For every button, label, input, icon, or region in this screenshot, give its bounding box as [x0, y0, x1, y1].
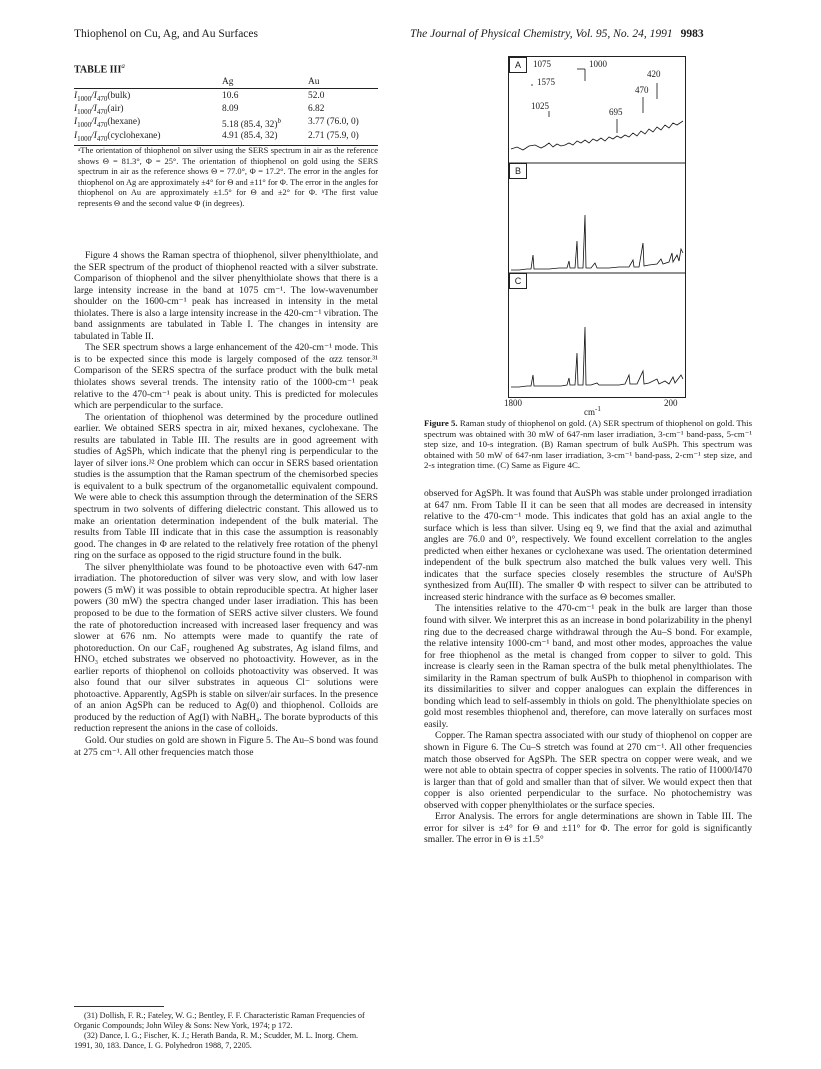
cell-ag — [222, 103, 308, 116]
label-sub: 470 — [96, 121, 108, 129]
label-part: /I — [91, 131, 97, 142]
panel-label-b: B — [509, 163, 527, 179]
label-condition: (hexane) — [107, 117, 141, 128]
x-axis-unit — [584, 405, 601, 417]
cell-ag — [222, 131, 308, 146]
table-title-text: TABLE III — [74, 64, 122, 76]
paragraph: The intensities relative to the 470-cm⁻¹ peak in the bulk are larger than those found with silver. We interpret this as an increase in bond polarizability in the phenyl ring due to the decreased charge withdrawal through the Au–S bond. For example, the relative intensity 1000-cm⁻¹ band, and most other modes, approaches the value for free thiophenol as the metal is changed from copper to silver to gold. This increase is clearly seen in the Raman spectra of the bulk metal phenylthiolates. The similarity in the Raman spectrum of bulk AuSPh to thiophenol in comparison with its dissimilarities to silver and copper analogues can explain the differences in bonding which lead to self-assembly in thiols on gold. The phenylthiolate species on gold most resembles thiophenol and, therefore, can move laterally on surfaces most easily. — [424, 603, 752, 730]
x-axis-right-tick: 200 — [664, 398, 678, 408]
cell-au: 6.82 — [308, 104, 325, 115]
peak-label-1075: 1075 — [533, 59, 551, 69]
spectrum-b-trace — [511, 215, 683, 270]
paragraph: The silver phenylthiolate was found to be photoactive even with 647-nm irradiation. The photoreduction of silver was very slow, and with low laser powers (5 mW) it was possible to obtain reproducible spectra. At higher laser powers (30 mW) the spectra changed under laser irradiation. This has been proposed to be due to the formation of SERS active silver clusters. We found the rate of photoreduction increased with increased laser frequency and was slower at 676 nm. No attempts were made to quantify the rate of photoreduction. On our CaF₂ roughened Ag substrates, Ag island films, and HNO₃ etched substrates we observed no photoactivity. However, as in the earlier reports of thiophenol on colloids photoactivity was observed. It was also found that our silver substrates in aqueous Cl⁻ solutions were photoactive. Apparently, AgSPh is stable on silver/air surfaces. In the presence of an anion AgSPh can be reduced to Ag(0) and thiophenol. Colloids are produced by the reduction of Ag(I) with NaBH₄. The borate byproducts of this reduction represent the anions in the case of colloids. — [74, 561, 378, 735]
peak-label-1575: 1575 — [537, 77, 555, 87]
table-header-ag: Ag — [222, 76, 308, 89]
cell-ag-value: 4.91 (85.4, 32) — [222, 131, 278, 142]
row-label — [74, 103, 222, 116]
table-title-footnote-mark: a — [121, 62, 125, 70]
paragraph: The SER spectrum shows a large enhancement of the 420-cm⁻¹ mode. This is to be expected since this mode is largely composed of the αzz tensor.³¹ Comparison of the SERS spectra of the surface product with the bulk metal thiolates shows several trends. The intensity ratio of the 1000-cm⁻¹ peak relative to the 470-cm⁻¹ peak is about unity. This is predicted for molecules which are perpendicular to the surface. — [74, 342, 378, 412]
running-header-journal — [410, 28, 704, 40]
footnote-32: (32) Dance, I. G.; Fischer, K. J.; Herath Banda, R. M.; Scudder, M. L. Inorg. Chem. 1991, 30, 183. Dance, I. G. Polyhedron 1988, 7, 2205. — [74, 1031, 359, 1050]
figure-caption-label: Figure 5. — [424, 418, 458, 428]
label-part: I — [74, 117, 78, 128]
peak-label-420: 420 — [647, 69, 661, 79]
spectrum-a-trace — [511, 121, 683, 150]
cell-ag-value: 8.09 — [222, 104, 239, 115]
spectrum-c-trace — [511, 327, 683, 387]
running-header-left: Thiophenol on Cu, Ag, and Au Surfaces — [74, 28, 258, 40]
table-row — [74, 131, 378, 146]
label-sub: 470 — [96, 94, 108, 103]
peak-label-695: 695 — [609, 107, 623, 117]
label-part: /I — [91, 91, 97, 101]
left-column-body — [74, 250, 378, 758]
label-sub: 470 — [96, 135, 108, 144]
label-part: I — [74, 131, 78, 142]
table-row — [74, 103, 378, 116]
figure-5-frame — [508, 56, 686, 398]
x-axis-left-tick: 1800 — [504, 398, 522, 408]
page-number: 9983 — [680, 28, 704, 40]
cell-ag-value: 10.6 — [222, 91, 239, 101]
label-part: I — [74, 91, 78, 101]
table-header-blank — [74, 76, 222, 89]
footnotes — [74, 1011, 378, 1051]
cell-au: 2.71 (75.9, 0) — [308, 131, 378, 146]
panel-label-c: C — [509, 273, 527, 289]
label-sub: 1000 — [77, 94, 92, 103]
table-iii — [74, 76, 378, 146]
table-row — [74, 117, 378, 131]
cell-au: 3.77 (76.0, 0) — [308, 117, 359, 128]
table-footnote: ᵃThe orientation of thiophenol on silver using the SERS spectrum in air as the reference shows Θ = 81.3°, Φ = 25°. The orientation of thiophenol on gold using the SERS spectrum in air as the reference shows Θ = 77.0°, Φ = 17.2°. The error in the angles for thiophenol on Ag are approximately ±4° for Θ and ±11° for Φ. The error in the angles for thiophenol on Au are approximately ±1.5° for Θ and ±2° for Φ. ᵇThe first value represents Θ and the second value Φ (in degrees). — [78, 146, 378, 208]
footnote-31: (31) Dollish, F. R.; Fateley, W. G.; Bentley, F. F. Characteristic Raman Frequencies of Organic Compounds; John Wiley & Sons: New York, 1974; p 172. — [74, 1011, 365, 1030]
paragraph: The orientation of thiophenol was determined by the procedure outlined earlier. We obtained SERS spectra in air, mixed hexanes, cyclohexane. The results are tabulated in Table III. The results are in good agreement with studies of AgSPh, which indicate that the phenyl ring is perpendicular to the layer of silver ions.³² One problem which can occur in SERS based orientation studies is the assumption that the Raman spectrum of the chemisorbed species is equivalent to a bulk spectrum of the organometallic equivalent compound. We were able to check this assumption through the determination of the SERS spectrum in two solvents of differing dielectric constant. This allowed us to make an orientation determination independent of the bulk material. The results from Table III indicate that in this case the assumption is reasonably good. The changes in Φ are related to the relatively free rotation of the phenyl ring on the surface as opposed to the rigid structure found in the bulk. — [74, 411, 378, 562]
label-sub: 1000 — [77, 121, 92, 129]
label-sub: 470 — [96, 107, 108, 116]
panel-label-a: A — [509, 57, 527, 73]
paragraph: observed for AgSPh. It was found that AuSPh was stable under prolonged irradiation at 647 nm. From Table II it can be seen that all modes are decreased in intensity relative to the 470-cm⁻¹ mode. This indicates that gold has an axial angle to the surface which is less than silver. Using eq 9, we find that the axial and azimuthal angles are 76.0 and 0°, respectively. We found excellent correlation to the angles predicted when either hexanes or cyclohexane was used. The orientation determined independent of the bulk spectrum also matched the bulk values very well. This indicates that the surface species closely resembles the structure of AuᴵSPh synthesized from Au(III). The smaller Φ with respect to silver can be attributed to increased steric hindrance with the surface as Θ becomes smaller. — [424, 488, 752, 603]
figure-caption-text: Raman study of thiophenol on gold. (A) SER spectrum of thiophenol on gold. This spectrum was obtained with 30 mW of 647-nm laser irradiation, 3-cm⁻¹ band-pass, 5-cm⁻¹ step size, and 10-s integration. (B) Raman spectrum of bulk AuSPh. This spectrum was obtained with 50 mW of 647-nm laser irradiation, 3-cm⁻¹ band-pass, 2-cm⁻¹ step size, and 2-s integration time. (C) Same as Figure 4C. — [424, 418, 753, 471]
cell-footnote-mark: b — [277, 117, 281, 126]
figure-5-caption — [424, 418, 752, 471]
paragraph: Error Analysis. The errors for angle determinations are shown in Table III. The error for silver is ±4° for Θ and ±11° for Φ. The error for gold is significantly smaller. The error in Θ is ±1.5° — [424, 811, 752, 846]
table-header-au: Au — [308, 76, 378, 89]
paragraph: Gold. Our studies on gold are shown in Figure 5. The Au–S bond was found at 275 cm⁻¹. All other frequencies match those — [74, 734, 378, 758]
right-column-body — [424, 488, 752, 846]
label-sub: 1000 — [77, 107, 92, 116]
table-title — [74, 62, 125, 75]
label-part: /I — [91, 117, 97, 128]
peak-label-1025: 1025 — [531, 101, 549, 111]
peak-label-1000: 1000 — [589, 59, 607, 69]
paragraph: Figure 4 shows the Raman spectra of thiophenol, silver phenylthiolate, and the SER spectrum of the product of thiophenol reacted with a silver substrate. Comparison of thiophenol and the silver phenylthiolate shows that there is a large intensity increase in the band at 1075 cm⁻¹. The low-wavenumber shoulder on the 1600-cm⁻¹ peak has increased in intensity in the metal thiolates. There is also a large intensity increase in the 420-cm⁻¹ vibration. The band assignments are tabulated in Table I. The changes in intensity are tabulated in Table II. — [74, 250, 378, 342]
journal-citation: The Journal of Physical Chemistry, Vol. 95, No. 24, 1991 — [410, 28, 673, 40]
label-sub: 1000 — [77, 135, 92, 144]
cell-ag — [222, 117, 308, 131]
x-axis-unit-text: cm — [584, 407, 595, 417]
label-condition: (bulk) — [107, 91, 131, 101]
cell-au: 52.0 — [308, 91, 325, 101]
cell-ag-value: 5.18 (85.4, 32) — [222, 120, 278, 131]
label-part: I — [74, 104, 78, 115]
x-axis-unit-exponent: -1 — [595, 405, 601, 413]
cell-ag — [222, 89, 308, 104]
peak-label-470: 470 — [635, 85, 649, 95]
label-part: /I — [91, 104, 97, 115]
table-row — [74, 89, 378, 104]
row-label — [74, 117, 222, 131]
label-condition: (air) — [107, 104, 124, 115]
paragraph: Copper. The Raman spectra associated with our study of thiophenol on copper are shown in Figure 6. The Cu–S stretch was found at 270 cm⁻¹. All other frequencies match those observed for AgSPh. The SER spectra on copper were weak, and we were not able to obtain spectra of copper species in solvents. The ratio of I1000/I470 is larger than that of gold and smaller than that of silver. We would expect then that copper is also oriented perpendicular to the surface. No photochemistry was observed with copper phenylthiolates or the surface species. — [424, 730, 752, 811]
footnote-rule — [74, 1006, 164, 1007]
row-label — [74, 131, 222, 146]
label-condition: (cyclohexane) — [107, 131, 161, 142]
row-label — [74, 89, 222, 104]
